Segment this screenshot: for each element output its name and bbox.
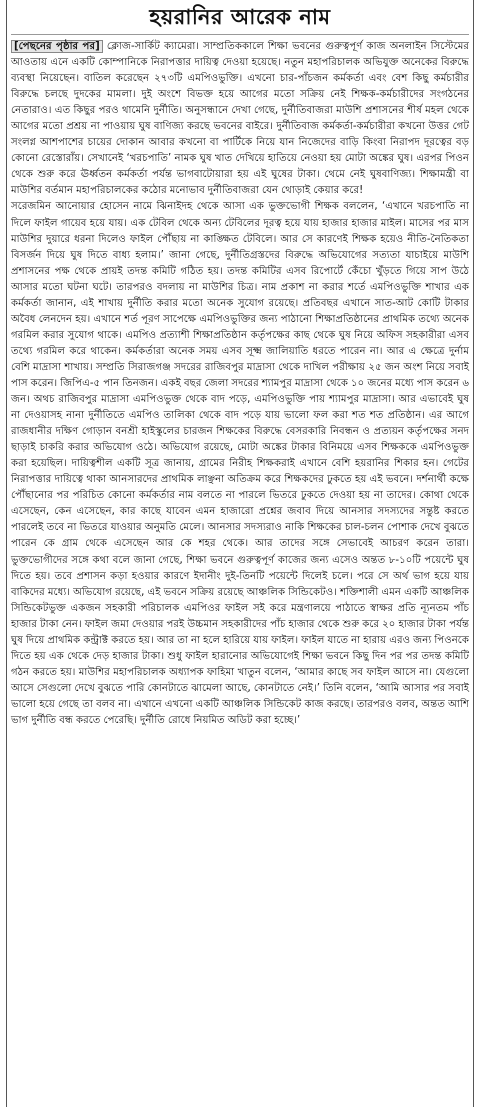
article-paragraph-2: সরেজমিন আনোয়ার হোসেন নামে ঝিনাইদহ থেকে আসা এক ভুক্তভোগী শিক্ষক বললেন, ‘এখানে খরচপাতি না দিলে ফাইল গায়েব হয়ে যায়। এক টেবিল থেকে অন্য টেবিলের দূরত্ব হয়ে যায় হাজার হাজার মাইল। মাসের পর মাস মাউশির দুয়ারে ধরনা দিলেও ফাইল পৌঁছায় না কাঙ্ক্ষিত টেবিলে। আর সে কারণেই শিক্ষক হয়েও নীতি-নৈতিকতা বিসর্জন দিয়ে ঘুষ দিতে বাধ্য হলাম।’ জানা গেছে, দুর্নীতিগ্রস্তদের বিরুদ্ধে অভিযোগের সত্যতা যাচাইয়ে মাউশি প্রশাসনের পক্ষ থেকে প্রায়ই তদন্ত কমিটি গঠিত হয়। তদন্ত কমিটির এসব রিপোর্টে কেঁচো খুঁড়তে গিয়ে সাপ উঠে আসার মতো ঘটনা ঘটে। তারপরও বদলায় না মাউশির চিত্র। নাম প্রকাশ না করার শর্তে এমপিওভুক্তি শাখার এক কর্মকর্তা জানান, এই শাখায় দুর্নীতি করার মতো অনেক সুযোগ রয়েছে। প্রতিবছর এখানে সাত-আট কোটি টাকার অবৈধ লেনদেন হয়। এখানে শর্ত পূরণ সাপেক্ষে এমপিওভুক্তির জন্য পাঠানো শিক্ষাপ্রতিষ্ঠানের প্রাথমিক তথ্যে অনেক গরমিল করার সুযোগ থাকে। এমপিও প্রত্যাশী শিক্ষাপ্রতিষ্ঠান কর্তৃপক্ষের কাছ থেকে ঘুষ নিয়ে অফিস সহকারীরা এসব তথ্যে গরমিল করে থাকেন। কর্মকর্তারা অনেক সময় এসব সূক্ষ্ম জালিয়াতি ধরতে পারেন না। আর এ ক্ষেত্রে দুর্নাম বেশি মাদ্রাসা শাখায়। সম্প্রতি সিরাজগঞ্জ সদরের রাজিবপুর মাদ্রাসা থেকে দাখিল পরীক্ষায় ২৫ জন অংশ নিয়ে সবাই পাস করেন। জিপিএ-৫ পান তিনজন। একই বছর জেলা সদরের শ্যামপুর মাদ্রাসা থেকে ১০ জনের মধ্যে পাস করেন ৬ জন। অথচ রাজিবপুর মাদ্রাসা এমপিওভুক্ত থেকে বাদ পড়ে, এমপিওভুক্তি পায় শ্যামপুর মাদ্রাসা। আর এভাবেই ঘুষ না দেওয়াসহ নানা দুর্নীতিতে এমপিও তালিকা থেকে বাদ পড়ে যায় ভালো ফল করা শত শত প্রতিষ্ঠান। এর আগে রাজধানীর দক্ষিণ গোড়ান বনশ্রী হাইস্কুলের চারজন শিক্ষকের বিরুদ্ধে বেসরকারি নিবন্ধন ও প্রত্যয়ন কর্তৃপক্ষের সনদ ছাড়াই চাকরি করার অভিযোগ ওঠে। অভিযোগ রয়েছে, মোটা অঙ্কের টাকার বিনিময়ে এসব শিক্ষককে এমপিওভুক্ত করা হয়েছিল। দায়িত্বশীল একটি সূত্র জানায়, গ্রামের নিরীহ শিক্ষকরাই এখানে বেশি হয়রানির শিকার হন। গেটের নিরাপত্তার দায়িত্বে থাকা আনসারদের প্রাথমিক লাঞ্ছনা অতিক্রম করে শিক্ষকদের ঢুকতে হয় এই ভবনে। দর্শনার্থী কক্ষে পৌঁছানোর পর পরিচিত কোনো কর্মকর্তার নাম বলতে না পারলে ভিতরে ঢুকতে দেওয়া হয় না তাদের। কোথা থেকে এসেছেন, কেন এসেছেন, কার কাছে যাবেন এমন হাজারো প্রশ্নের জবাব দিয়ে আনসার সদস্যদের সন্তুষ্ট করতে পারলেই তবে না ভিতরে যাওয়ার অনুমতি মেলে। আনসার সদস্যরাও নাকি শিক্ষকের চাল-চলন পোশাক দেখে বুঝতে পারেন কে গ্রাম থেকে এসেছেন আর কে শহর থেকে। আর তাদের সঙ্গে সেভাবেই আচরণ করেন তারা। ভুক্তভোগীদের সঙ্গে কথা বলে জানা গেছে, শিক্ষা ভবনে গুরুত্বপূর্ণ কাজের জন্য এসেও অন্তত ৮-১০টি পয়েন্টে ঘুষ দিতে হয়। তবে প্রশাসন কড়া হওয়ার কারণে ইদানীং দুই-তিনটি পয়েন্টে দিলেই চলে। পরে সে অর্থ ভাগ হয়ে যায় বাকিদের মধ্যে। অভিযোগ রয়েছে, এই ভবনে সক্রিয় রয়েছে আঞ্চলিক সিন্ডিকেটও। শক্তিশালী এমন একটি আঞ্চলিক সিন্ডিকেটভুক্ত একজন সহকারী পরিচালক এমপিওর ফাইল সই করে মন্ত্রণালয়ে পাঠাতে স্বাক্ষর প্রতি ন্যূনতম পাঁচ হাজার টাকা নেন। ফাইল জমা দেওয়ার পরই উচ্চমান সহকারীদের পাঁচ হাজার থেকে শুরু করে ২০ হাজার টাকা পর্যন্ত ঘুষ দিয়ে প্রাথমিক কন্ট্রাক্ট করতে হয়। আর তা না হলে হারিয়ে যায় ফাইল। ফাইল যাতে না হারায় এরও জন্য পিওনকে দিতে হয় এক থেকে দেড় হাজার টাকা। শুধু ফাইল হারানোর অভিযোগেই শিক্ষা ভবনে কিছু দিন পর পর তদন্ত কমিটি গঠন করতে হয়। মাউশির মহাপরিচালক অধ্যাপক ফাহিমা খাতুন বলেন, ‘আমার কাছে সব ফাইল আসে না। যেগুলো আসে সেগুলো দেখে বুঝতে পারি কোনটাতে ঝামেলা আছে, কোনটাতে নেই।’ তিনি বলেন, ‘আমি আসার পর সবাই ভালো হয়ে গেছে তা বলব না। এখানে এখনো একটি আঞ্চলিক সিন্ডিকেট কাজ করছে। তারপরও বলব, অন্তত আশি ভাগ দুর্নীতি বন্ধ করতে পেরেছি। দুর্নীতি রোধে নিয়মিত অডিট করা হচ্ছে।’ xyxy=(11,201,469,726)
article-paragraph-1-text: ক্লোজ-সার্কিট ক্যামেরা। সাম্প্রতিককালে শিক্ষা ভবনের গুরুত্বপূর্ণ কাজ অনলাইন সিস্টেমের আওতায় এনে একটি কোম্পানিকে নিরাপত্তার দায়িত্ব দেওয়া হয়েছে। নতুন মহাপরিচালক অভিযুক্ত অনেকের বিরুদ্ধে ব্যবস্থা নিয়েছেন। বাতিল করেছেন ২৭৩টি এমপিওভুক্তি। এখনো চার-পাঁচজন কর্মকর্তা এবং বেশ কিছু কর্মচারীর বিরুদ্ধে চলছে দুদকের মামলা। দুই অংশে বিভক্ত হয়ে আগের মতো সক্রিয় নেই শিক্ষক-কর্মচারীদের সংগঠনের নেতারাও। এত কিছুর পরও থামেনি দুর্নীতি। অনুসন্ধানে দেখা গেছে, দুর্নীতিবাজরা মাউশি প্রশাসনের শীর্ষ মহল থেকে আগের মতো প্রশ্রয় না পাওয়ায় ঘুষ বাণিজ্য করছে ভবনের বাইরে। দুর্নীতিবাজ কর্মকর্তা-কর্মচারীরা কখনো উত্তর গেট সংলগ্ন আশপাশের চায়ের দোকান আবার কখনো বা পার্টিকে নিয়ে যান নিজেদের বাড়ি কিংবা নিরাপদ দূরত্বের বড় কোনো রেস্তোরাঁয়। সেখানেই ‘খরচপাতি’ নামক ঘুষ খাত দেখিয়ে হাতিয়ে নেওয়া হয় মোটা অঙ্কের ঘুষ। এরপর পিওন থেকে শুরু করে ঊর্ধ্বতন কর্মকর্তা পর্যন্ত ভাগবাটোয়ারা হয় এই ঘুষের টাকা। থেমে নেই ঘুষবাণিজ্য। শিক্ষামন্ত্রী বা মাউশির বর্তমান মহাপরিচালকের কঠোর মনোভাব দুর্নীতিবাজরা যেন থোড়াই কেয়ার করে! xyxy=(11,41,470,197)
article-paragraph-1 xyxy=(11,39,469,199)
article-body xyxy=(11,39,469,729)
article-headline: হয়রানির আরেক নাম xyxy=(11,2,469,35)
continued-from-label: [পেছনের পৃষ্ঠার পর] xyxy=(11,40,103,53)
news-article xyxy=(6,0,474,1107)
